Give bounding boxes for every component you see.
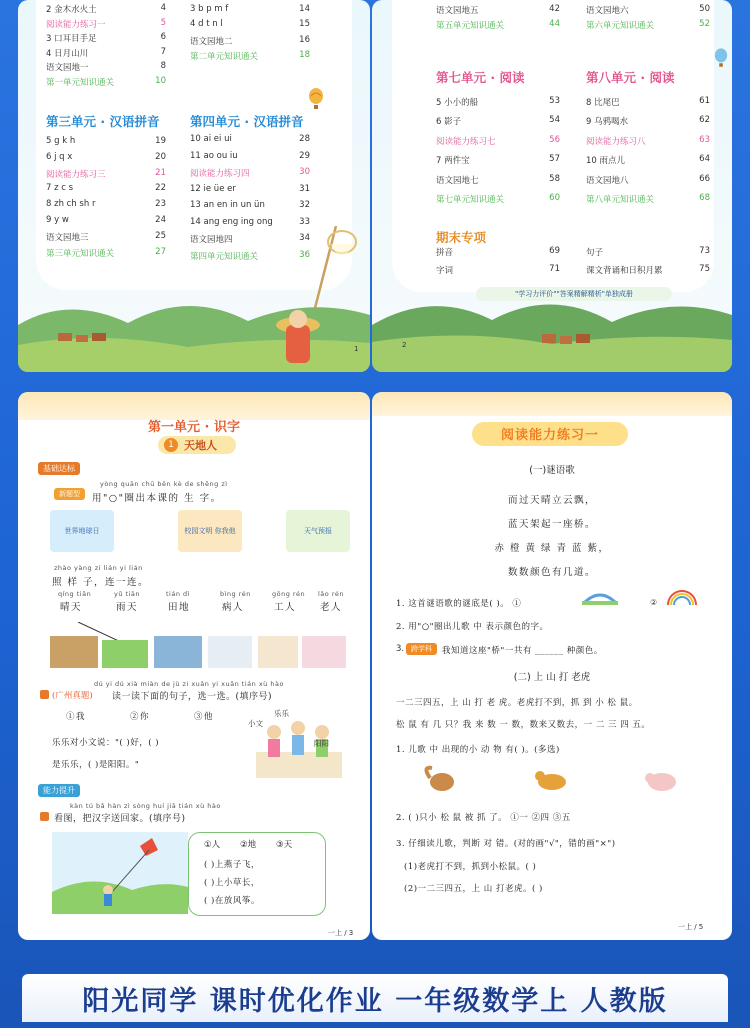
toc-row-page: 30: [299, 167, 310, 177]
toc-row-label: 语文园地二: [190, 36, 233, 47]
toc-row: [190, 167, 310, 179]
toc-row: [46, 47, 166, 59]
toc-row-page: 56: [549, 134, 560, 145]
rainbow-icon: [664, 585, 700, 607]
page-number: 1: [354, 345, 359, 353]
toc-row-page: 5: [160, 17, 166, 28]
toc-row: [46, 199, 166, 209]
q4-pinyin: kàn tú bǎ hàn zì sòng huí jiā tián xù hào: [70, 802, 221, 810]
reading-q6: 3. 仔细读儿歌，判断 对 错。(对的画"√"，错的画"×"): [396, 839, 616, 849]
toc-row-page: 10: [155, 76, 166, 86]
toc-row-label: 13 an en in un ün: [190, 200, 265, 210]
toc-row-label: 课文背诵和日积月累: [586, 266, 663, 276]
q4-text: 看图，把汉字送回家。(填序号): [54, 814, 186, 824]
toc-row-label: 阅读能力练习一: [46, 19, 106, 30]
toc-row-page: 44: [549, 19, 560, 29]
toc-row: [190, 250, 310, 262]
toc-row: [586, 264, 710, 276]
passage1-title: (一)谜语歌: [529, 465, 575, 476]
lesson-number: 1: [164, 438, 178, 452]
toc-row-page: 54: [549, 115, 560, 126]
toc-row-page: 22: [155, 183, 166, 194]
toc-row: [46, 152, 166, 162]
scene-label: 阳阳: [314, 739, 329, 748]
q1-image: 校园文明 你我他: [178, 510, 242, 552]
toc-row-label: 3 口耳目手足: [46, 34, 97, 45]
product-banner: [22, 974, 728, 1022]
toc-row-page: 21: [155, 167, 166, 178]
toc-row-page: 25: [155, 230, 166, 241]
toc-row-label: 8 zh ch sh r: [46, 199, 96, 210]
toc-row: [190, 151, 310, 161]
toc-row-page: 15: [299, 19, 310, 30]
toc-row-label: 第七单元知识通关: [436, 195, 505, 205]
word-pinyin: qíng tiān: [58, 590, 92, 598]
passage1-line: 赤 橙 黄 绿 青 蓝 紫，: [494, 543, 610, 554]
toc-row: [586, 4, 710, 16]
q2-text: 照 样 子，连一连。: [52, 577, 150, 588]
toc-row-label: 第二单元知识通关: [190, 52, 259, 63]
toc-row-page: 36: [299, 249, 310, 260]
cross-subject-tag: 跨学科: [406, 643, 437, 655]
toc-row: [46, 136, 166, 146]
toc-row: [190, 217, 310, 227]
passage1-line: 数数颜色有几道。: [507, 567, 596, 578]
toc-row-page: 57: [549, 154, 560, 165]
reading-q4: 1. 儿歌 中 出现的小 动 物 有( )。(多选): [396, 745, 560, 755]
reading-q1: 1. 这首谜语歌的谜底是( )。 ①: [396, 599, 522, 609]
toc-row-label: 10 雨点儿: [586, 156, 626, 167]
word-pinyin: tián dì: [166, 590, 190, 598]
bridge-icon: [582, 585, 618, 607]
q1-image: 世界地球日: [50, 510, 114, 552]
toc-row-label: 语文园地五: [436, 6, 479, 16]
toc-page-right: [372, 0, 732, 372]
reading-page: [372, 392, 732, 940]
toc-row-page: 66: [699, 173, 710, 184]
toc-row: [436, 4, 560, 16]
toc-row-page: 73: [699, 246, 710, 256]
toc-row-page: 33: [299, 216, 310, 227]
toc-row-page: 58: [549, 173, 560, 184]
q4-option: ①人: [204, 840, 221, 850]
toc-row-page: 52: [699, 19, 710, 29]
scene-label: 乐乐: [274, 709, 289, 718]
unit8-title: 第八单元 · 阅读: [586, 70, 675, 85]
animals-illustration: [412, 760, 682, 796]
toc-row-page: 16: [299, 34, 310, 45]
toc-row: [436, 154, 560, 166]
toc-row: [436, 174, 560, 186]
toc-row-label: 语文园地七: [436, 175, 479, 186]
toc-row: [46, 32, 166, 44]
toc-row-label: 10 ai ei ui: [190, 134, 232, 144]
toc-row-label: 12 ie üe er: [190, 183, 236, 194]
toc-row-page: 32: [299, 200, 310, 210]
page-number: 2: [402, 341, 407, 349]
toc-row-label: 第三单元知识通关: [46, 248, 115, 259]
kite-illustration: [52, 832, 188, 914]
toc-row-label: 3 b p m f: [190, 3, 229, 14]
toc-row-page: 71: [549, 264, 560, 274]
q3-option: ②你: [130, 712, 151, 722]
toc-row-page: 8: [160, 61, 166, 72]
toc-row-page: 20: [155, 151, 166, 162]
q2-pinyin: zhào yàng zi lián yi lián: [54, 564, 143, 572]
word-pinyin: gōng rén: [272, 590, 306, 598]
word: 田地: [168, 602, 191, 613]
toc-row: [190, 200, 310, 210]
toc-row-label: 6 j q x: [46, 151, 73, 162]
q4-option: ③天: [276, 840, 293, 850]
toc-row: [46, 3, 166, 15]
toc-row-label: 语文园地六: [586, 6, 629, 16]
toc-row-label: 7 z c s: [46, 183, 74, 194]
toc-row-page: 53: [549, 96, 560, 106]
toc-row: [436, 135, 560, 147]
q3-text: 读一读下面的句子，选一选。(填序号): [112, 692, 273, 702]
toc-row-page: 75: [699, 264, 710, 274]
toc-row-page: 24: [155, 215, 166, 225]
toc-row-page: 31: [299, 183, 310, 194]
toc-row-label: 11 ao ou iu: [190, 150, 238, 161]
q3-pinyin: dú yi dú xià miàn de jù zi xuǎn yi xuǎn tián xù hào: [94, 680, 284, 688]
toc-row: [436, 19, 560, 31]
passage2-title: (二) 上 山 打 老虎: [513, 672, 591, 683]
toc-row: [190, 233, 310, 245]
word: 工人: [274, 602, 297, 613]
option-2: ②: [650, 598, 658, 607]
toc-row-label: 9 乌鸦喝水: [586, 117, 629, 128]
toc-row-label: 语文园地三: [46, 232, 89, 243]
toc-row-label: 字词: [436, 266, 454, 276]
q3-sentence-2: 是乐乐，( )是阳阳。": [52, 760, 140, 770]
toc-row-page: 6: [160, 32, 166, 43]
toc-row-page: 62: [699, 115, 710, 126]
toc-row: [46, 215, 166, 225]
matching-illustration: [48, 622, 348, 672]
toc-row-label: 阅读能力练习三: [46, 169, 106, 180]
toc-row-label: 2 金木水火土: [46, 5, 97, 15]
toc-row: [190, 50, 310, 62]
toc-row-label: 5 g k h: [46, 136, 76, 146]
toc-row: [436, 115, 560, 127]
q4-option: ②地: [240, 840, 257, 850]
page-number: 一上 / 5: [678, 923, 704, 931]
toc-row: [190, 35, 310, 47]
toc-row-page: 19: [155, 136, 166, 146]
unit3-title: 第三单元 · 汉语拼音: [46, 114, 160, 129]
toc-row-page: 27: [155, 246, 166, 257]
q3-number-icon: [40, 690, 49, 699]
toc-row-label: 句子: [586, 248, 604, 258]
word: 病人: [222, 602, 245, 613]
q3-sentence-1: 乐乐对小文说："( )好，( ): [52, 738, 160, 748]
toc-row: [190, 4, 310, 14]
toc-row: [586, 246, 710, 258]
toc-row-page: 14: [299, 3, 310, 14]
toc-row-page: 28: [299, 134, 310, 144]
toc-row-page: 64: [699, 154, 710, 165]
final-title: 期末专项: [436, 230, 487, 245]
toc-row-page: 60: [549, 193, 560, 203]
toc-row: [46, 231, 166, 243]
toc-row: [586, 115, 710, 127]
word: 雨天: [116, 602, 139, 613]
toc-row: [436, 193, 560, 205]
q1-image: 天气预报: [286, 510, 350, 552]
toc-row-page: 29: [299, 150, 310, 161]
reading-q3-number: 3.: [396, 644, 405, 654]
toc-row-label: 4 d t n l: [190, 19, 223, 30]
toc-row: [46, 18, 166, 30]
toc-row-label: 9 y w: [46, 215, 69, 225]
q4-number-icon: [40, 812, 49, 821]
toc-row: [190, 184, 310, 194]
toc-row: [436, 264, 560, 276]
passage2-line: 松 鼠 有 几 只？我 来 数 一 数，数来又数去，一 二 三 四 五。: [396, 720, 651, 730]
toc-row: [46, 247, 166, 259]
lesson-page: [18, 392, 370, 940]
toc-row-page: 63: [699, 134, 710, 145]
reading-q5: 2. ( )只小 松 鼠 被 抓 了。 ①一 ②四 ③五: [396, 813, 571, 823]
q1-text: 用"○"圈出本课的 生 字。: [92, 493, 222, 504]
q4-line: ( )上燕子飞，: [204, 860, 260, 870]
toc-row-label: 14 ang eng ing ong: [190, 216, 273, 227]
unit7-title: 第七单元 · 阅读: [436, 70, 525, 85]
toc-row-label: 4 日月山川: [46, 48, 89, 59]
toc-row: [586, 174, 710, 186]
toc-row-label: 阅读能力练习八: [586, 136, 646, 147]
passage2-line: 一二三四五，上 山 打 老 虎。老虎打不到，抓 到 小 松 鼠。: [396, 698, 638, 708]
q1-tag: 新题型: [54, 488, 85, 500]
q4-line: ( )在放风筝。: [204, 896, 260, 906]
section-basic-badge: 基础达标: [38, 462, 80, 475]
toc-row: [436, 246, 560, 258]
toc-row: [586, 96, 710, 108]
toc-row: [46, 183, 166, 193]
toc-row-page: 68: [699, 193, 710, 203]
reading-q2: 2. 用"○"圈出儿歌 中 表示颜色的字。: [396, 622, 549, 632]
unit-title: 第一单元 · 识字: [148, 420, 240, 435]
section-ability-badge: 能力提升: [38, 784, 80, 797]
balloon-icon: [714, 48, 728, 68]
hills-illustration: [372, 280, 732, 372]
toc-row: [586, 154, 710, 166]
toc-row: [436, 96, 560, 108]
toc-row: [46, 76, 166, 88]
hills-illustration: [18, 285, 370, 372]
toc-row-label: 第一单元知识通关: [46, 78, 115, 88]
passage1-line: 而过天晴立云飘，: [507, 495, 596, 506]
product-title: 阳光同学 课时优化作业 一年级数学上 人教版: [82, 985, 668, 1017]
toc-row: [586, 19, 710, 31]
scene-label: 小文: [248, 719, 263, 728]
toc-row-label: 8 比尾巴: [586, 98, 620, 108]
toc-row-label: 6 影子: [436, 117, 462, 128]
toc-row-page: 4: [160, 3, 166, 13]
q3-option: ③他: [194, 712, 215, 722]
toc-row: [586, 193, 710, 205]
reading-title-banner: [472, 422, 628, 446]
toc-row: [586, 135, 710, 147]
toc-row-label: 语文园地四: [190, 235, 233, 245]
q1-pinyin: yòng quān chū běn kè de shēng zì: [100, 480, 228, 488]
toc-row-page: 61: [699, 96, 710, 106]
word-pinyin: bìng rén: [220, 590, 251, 598]
toc-row-label: 第五单元知识通关: [436, 21, 505, 31]
toc-row: [46, 61, 166, 73]
q3-option: ①我: [66, 712, 87, 722]
toc-row-page: 42: [549, 4, 560, 14]
toc-row-label: 阅读能力练习七: [436, 136, 496, 147]
word: 晴天: [60, 602, 83, 613]
reading-header-band: [372, 392, 732, 416]
page-number: 一上 / 3: [328, 929, 354, 937]
toc-row-label: 拼音: [436, 248, 454, 258]
toc-row-page: 50: [699, 4, 710, 14]
reading-q6-a: (1)老虎打不到，抓到小松鼠。( ): [404, 862, 537, 872]
unit4-title: 第四单元 · 汉语拼音: [190, 114, 304, 129]
word-pinyin: yǔ tiān: [114, 590, 140, 598]
lesson-title: 天地人: [184, 439, 217, 452]
reading-q3: 我知道这座"桥"一共有 ______ 种颜色。: [442, 646, 603, 656]
q3-tag: (广州真题): [52, 691, 93, 701]
toc-row-label: 第四单元知识通关: [190, 251, 259, 262]
toc-row-label: 阅读能力练习四: [190, 169, 250, 179]
toc-row: [46, 168, 166, 180]
word: 老人: [320, 602, 343, 613]
toc-row-label: 语文园地一: [46, 63, 89, 74]
toc-row-label: 5 小小的船: [436, 98, 479, 108]
children-illustration: [256, 712, 342, 778]
toc-row-label: 第八单元知识通关: [586, 195, 655, 205]
toc-row-page: 23: [155, 199, 166, 210]
toc-row-label: 第六单元知识通关: [586, 21, 655, 31]
toc-row-page: 7: [160, 46, 166, 57]
toc-row-page: 69: [549, 246, 560, 256]
lesson-title-pill: [158, 436, 236, 454]
toc-row-page: 18: [299, 50, 310, 61]
toc-row-page: 34: [299, 233, 310, 243]
balloon-icon: [308, 88, 324, 110]
word-pinyin: lǎo rén: [318, 590, 344, 598]
q4-line: ( )上小草长，: [204, 878, 260, 888]
toc-page-left: [18, 0, 370, 372]
reading-q6-b: (2)一二三四五，上 山 打老虎。( ): [404, 884, 543, 894]
toc-row: [190, 134, 310, 144]
passage1-line: 蓝天架起一座桥。: [507, 519, 596, 530]
toc-row: [190, 19, 310, 29]
toc-row-label: 7 两件宝: [436, 156, 470, 167]
toc-row-label: 语文园地八: [586, 175, 629, 186]
reading-title: 阅读能力练习一: [500, 428, 599, 443]
note-text: "学习力评价""答案精解精析"单独成册: [515, 290, 633, 298]
